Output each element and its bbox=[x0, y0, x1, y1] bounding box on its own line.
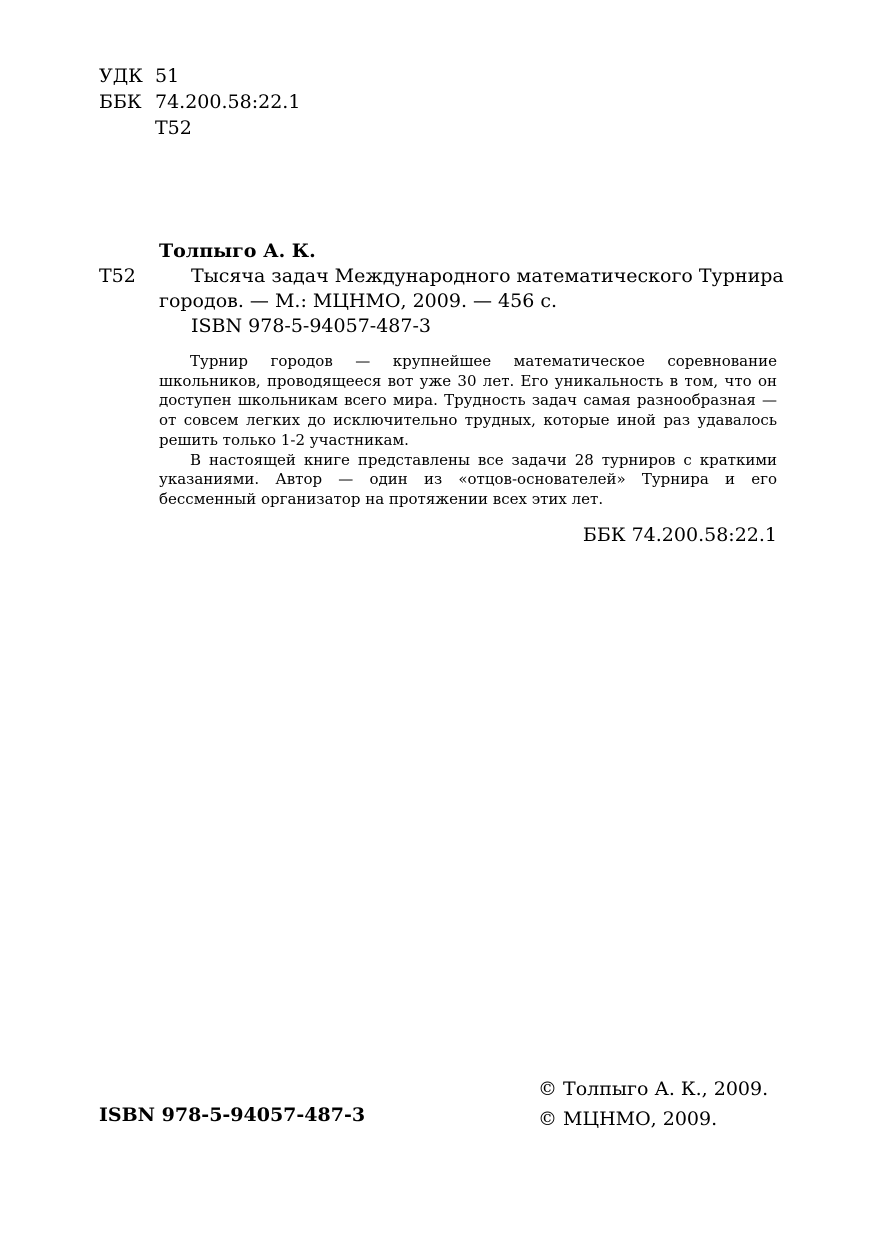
cutter-line bbox=[99, 115, 300, 141]
card-isbn: ISBN 978-5-94057-487-3 bbox=[191, 315, 431, 337]
classification-block bbox=[99, 63, 300, 141]
card-bbk: ББК 74.200.58:22.1 bbox=[582, 524, 777, 546]
udk-label: УДК bbox=[99, 65, 143, 87]
udk-value: 51 bbox=[155, 65, 180, 87]
bbk-value: 74.200.58:22.1 bbox=[155, 91, 301, 113]
bbk-line bbox=[99, 89, 300, 115]
footer-isbn: ISBN 978-5-94057-487-3 bbox=[99, 1104, 366, 1126]
author-name: Толпыго А. К. bbox=[159, 240, 316, 262]
card-cutter: Т52 bbox=[99, 265, 136, 287]
copyright-publisher: © МЦНМО, 2009. bbox=[538, 1108, 718, 1130]
annotation bbox=[159, 352, 777, 510]
title-line-2: городов. — М.: МЦНМО, 2009. — 456 с. bbox=[159, 290, 558, 312]
udk-line bbox=[99, 63, 300, 89]
copyright-author: © Толпыго А. К., 2009. bbox=[538, 1078, 769, 1100]
annotation-paragraph-2: В настоящей книге представлены все задачи 28 турниров с краткими указаниями. Автор — один из «отцов-основателей» Турнира и его бессменный организатор на протяжении всех этих лет. bbox=[159, 450, 777, 508]
copyright-block bbox=[538, 1074, 768, 1134]
bbk-label: ББК bbox=[99, 91, 142, 113]
title-line-1: Тысяча задач Международного математического Турнира bbox=[191, 265, 784, 287]
annotation-paragraph-1: Турнир городов — крупнейшее математическое соревнование школьников, проводящееся вот уже 30 лет. Его уникальность в том, что он доступен школьникам всего мира. Трудность задач самая разнообразная — от совсем легких до исключительно трудных, которые иной раз удавалось решить только 1-2 участникам. bbox=[159, 352, 777, 449]
cutter-code: Т52 bbox=[155, 117, 192, 139]
